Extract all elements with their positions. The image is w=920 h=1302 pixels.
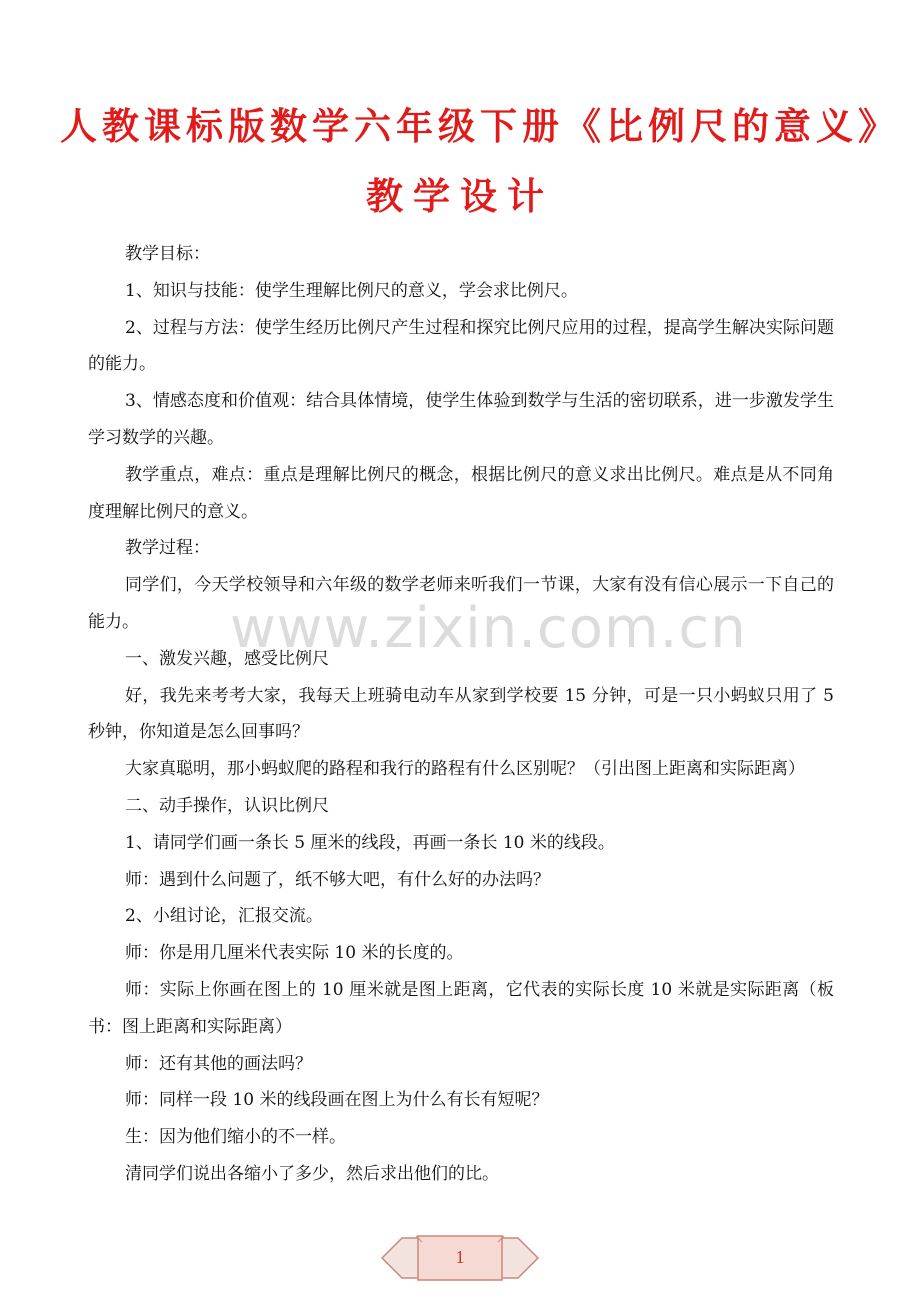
paragraph: 一、激发兴趣，感受比例尺: [125, 648, 329, 669]
paragraph: 同学们，今天学校领导和六年级的数学老师来听我们一节课，大家有没有信心展示一下自己的能力。: [88, 575, 834, 632]
paragraph: 师：实际上你画在图上的 10 厘米就是图上距离，它代表的实际长度 10 米就是实际距离（板书：图上距离和实际距离）: [88, 979, 834, 1037]
paragraph: 1、请同学们画一条长 5 厘米的线段，再画一条长 10 米的线段。: [125, 832, 615, 853]
paragraph: 大家真聪明，那小蚂蚁爬的路程和我行的路程有什么区别呢？（引出图上距离和实际距离）: [125, 759, 805, 780]
page-number: 1: [455, 1247, 465, 1267]
document-body: [88, 236, 834, 1193]
paragraph: 师：遇到什么问题了，纸不够大吧，有什么好的办法吗？: [125, 869, 550, 890]
document-title-line1: 人教课标版数学六年级下册《比例尺的意义》: [60, 104, 900, 148]
paragraph: 师：你是用几厘米代表实际 10 米的长度的。: [125, 943, 464, 964]
paragraph: 二、动手操作，认识比例尺: [125, 795, 329, 816]
paragraph: 师：同样一段 10 米的线段画在图上为什么有长有短呢？: [125, 1090, 549, 1111]
paragraph: 2、过程与方法：使学生经历比例尺产生过程和探究比例尺应用的过程，提高学生解决实际问题的能力。: [88, 317, 834, 375]
paragraph: 好，我先来考考大家，我每天上班骑电动车从家到学校要 15 分钟，可是一只小蚂蚁只用了 5 秒钟，你知道是怎么回事吗？: [88, 685, 834, 743]
paragraph: 1、知识与技能：使学生理解比例尺的意义，学会求比例尺。: [125, 280, 578, 301]
paragraph: 教学目标：: [125, 244, 210, 264]
paragraph: 教学过程：: [125, 538, 210, 559]
paragraph: 清同学们说出各缩小了多少，然后求出他们的比。: [125, 1163, 499, 1184]
paragraph: 3、情感态度和价值观：结合具体情境，使学生体验到数学与生活的密切联系，进一步激发学生学习数学的兴趣。: [88, 391, 834, 448]
paragraph: 2、小组讨论，汇报交流。: [125, 906, 323, 927]
document-title-line2: 教学设计: [366, 174, 554, 218]
paragraph: 生：因为他们缩小的不一样。: [125, 1127, 346, 1148]
watermark: www.zixin.com.cn: [230, 596, 747, 661]
paragraph: 师：还有其他的画法吗？: [125, 1053, 312, 1074]
paragraph: 教学重点，难点：重点是理解比例尺的概念，根据比例尺的意义求出比例尺。难点是从不同角度理解比例尺的意义。: [88, 464, 834, 522]
